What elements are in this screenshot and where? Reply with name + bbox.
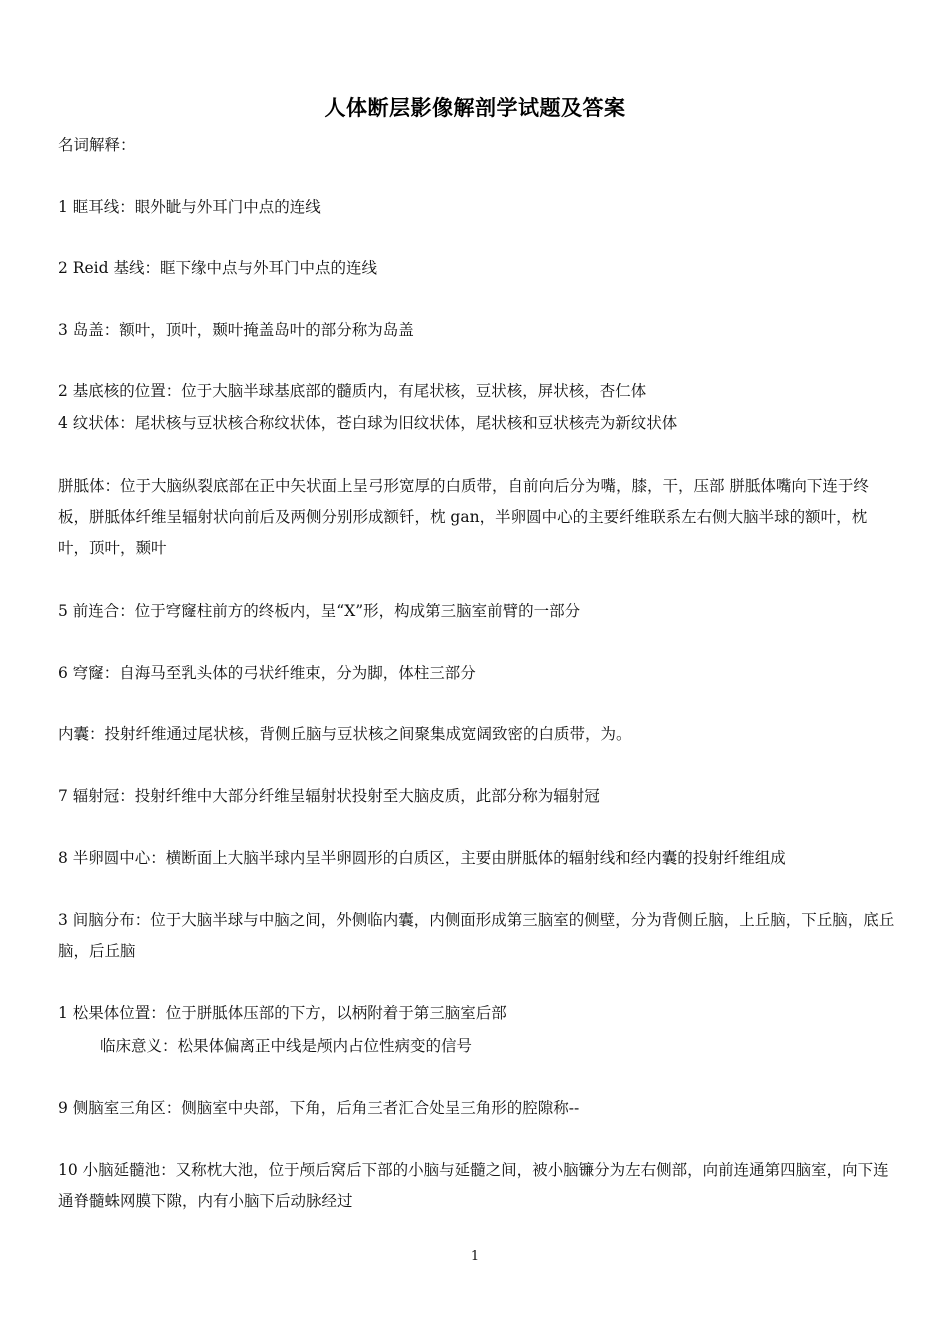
paragraph-centrum-semiovale: 8 半卵圆中心：横断面上大脑半球内呈半卵圆形的白质区，主要由胼胝体的辐射线和经内囊的投射纤维组成 bbox=[58, 849, 786, 867]
paragraph-trigone: 9 侧脑室三角区：侧脑室中央部，下角，后角三者汇合处呈三角形的腔隙称-- bbox=[58, 1099, 580, 1117]
paragraph-reid-baseline: 2 Reid 基线：眶下缘中点与外耳门中点的连线 bbox=[58, 259, 377, 277]
paragraph-operculum: 3 岛盖：额叶，顶叶，颞叶掩盖岛叶的部分称为岛盖 bbox=[58, 321, 414, 339]
paragraph-corpus-callosum: 胼胝体：位于大脑纵裂底部在正中矢状面上呈弓形宽厚的白质带，自前向后分为嘴，膝，干，压部 胼胝体嘴向下连于终板，胼胝体纤维呈辐射状向前后及两侧分别形成额钎，枕 gan，半卵圆中心的主要纤维联系左右侧大脑半球的额叶，枕叶，顶叶，颞叶 bbox=[58, 477, 869, 557]
paragraph-fornix: 6 穹窿：自海马至乳头体的弓状纤维束，分为脚，体柱三部分 bbox=[58, 664, 476, 682]
paragraph-corona-radiata: 7 辐射冠：投射纤维中大部分纤维呈辐射状投射至大脑皮质，此部分称为辐射冠 bbox=[58, 787, 600, 805]
page-number: 1 bbox=[470, 1249, 480, 1264]
paragraph-clinical-significance: 临床意义：松果体偏离正中线是颅内占位性病变的信号 bbox=[100, 1037, 473, 1055]
paragraph-basal-nuclei: 2 基底核的位置：位于大脑半球基底部的髓质内，有尾状核，豆状核，屏状核，杏仁体 bbox=[58, 382, 647, 400]
section-label: 名词解释： bbox=[58, 136, 136, 154]
paragraph-internal-capsule: 内囊：投射纤维通过尾状核，背侧丘脑与豆状核之间聚集成宽阔致密的白质带，为。 bbox=[58, 725, 632, 743]
paragraph-cisterna-magna: 10 小脑延髓池：又称枕大池，位于颅后窝后下部的小脑与延髓之间，被小脑镰分为左右侧部，向前连通第四脑室，向下连通脊髓蛛网膜下隙，内有小脑下后动脉经过 bbox=[58, 1161, 889, 1210]
document-title: 人体断层影像解剖学试题及答案 bbox=[324, 96, 626, 120]
paragraph-anterior-commissure: 5 前连合：位于穹窿柱前方的终板内，呈“X”形，构成第三脑室前臂的一部分 bbox=[58, 602, 581, 620]
paragraph-diencephalon: 3 间脑分布：位于大脑半球与中脑之间，外侧临内囊，内侧面形成第三脑室的侧壁，分为背侧丘脑，上丘脑，下丘脑，底丘脑，后丘脑 bbox=[58, 911, 895, 960]
paragraph-corpus-striatum: 4 纹状体：尾状核与豆状核合称纹状体，苍白球为旧纹状体，尾状核和豆状核壳为新纹状体 bbox=[58, 414, 678, 432]
paragraph-pineal-body: 1 松果体位置：位于胼胝体压部的下方，以柄附着于第三脑室后部 bbox=[58, 1004, 507, 1022]
paragraph-orbitomeatal-line: 1 眶耳线：眼外眦与外耳门中点的连线 bbox=[58, 198, 321, 216]
